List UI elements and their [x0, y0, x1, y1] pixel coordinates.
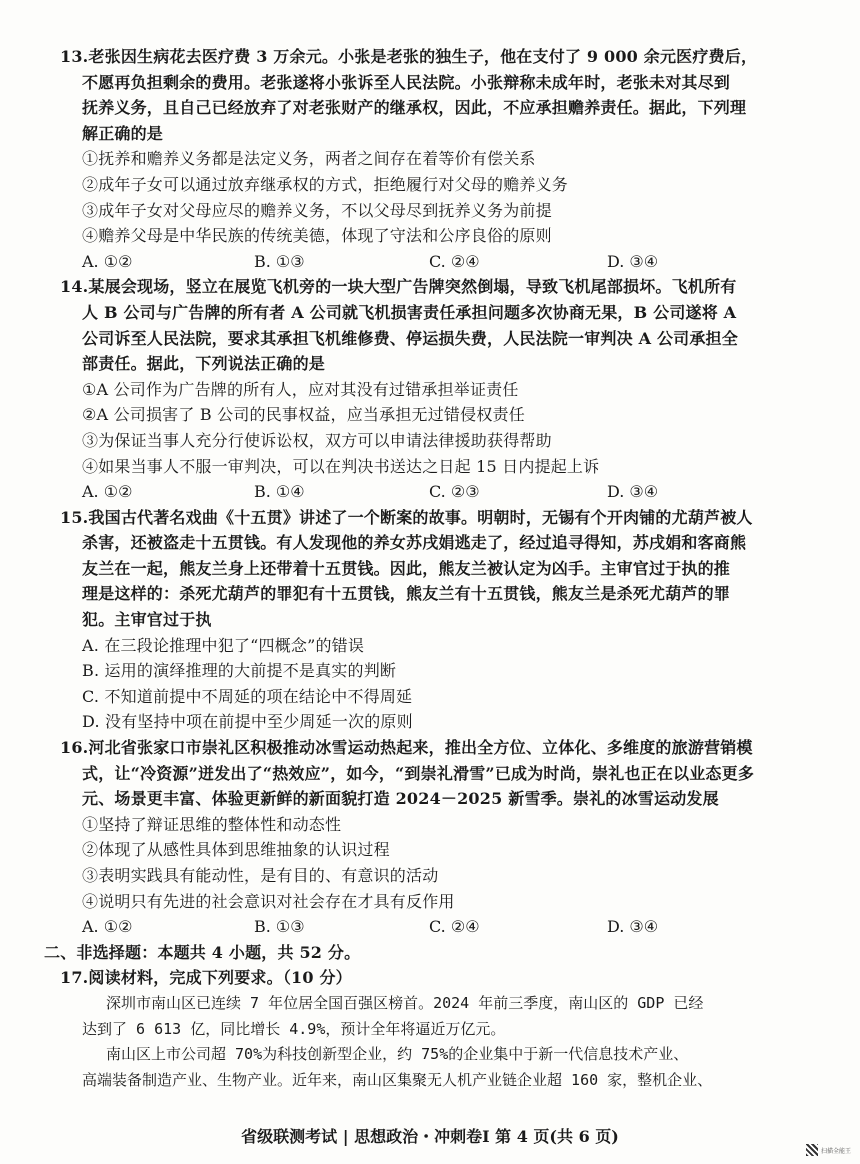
question-15	[60, 505, 800, 735]
material-line: 达到了 6 613 亿，同比增长 4.9%，预计全年将逼近万亿元。	[82, 1019, 506, 1038]
statement-item: ②成年子女可以通过放弃继承权的方式，拒绝履行对父母的赡养义务	[82, 174, 569, 194]
question-stem-line: 杀害，还被盗走十五贯钱。有人发现他的养女苏戌娟逃走了，经过追寻得知，苏戌娟和客商熊	[82, 533, 747, 553]
statement-item: ③为保证当事人充分行使诉讼权，双方可以申请法律援助获得帮助	[82, 430, 552, 450]
option-a: A. ①②	[82, 251, 133, 271]
statement-item: ④说明只有先进的社会意识对社会存在才具有反作用	[82, 891, 455, 911]
statement-item: ①A 公司作为广告牌的所有人，应对其没有过错承担举证责任	[82, 379, 519, 399]
question-stem-line: 16.河北省张家口市崇礼区积极推动冰雪运动热起来，推出全方位、立体化、多维度的旅游营销模	[60, 738, 753, 758]
page-footer: 省级联测考试 | 思想政治・冲刺卷Ⅰ 第 4 页(共 6 页)	[241, 1127, 619, 1146]
question-stem-line: 15.我国古代著名戏曲《十五贯》讲述了一个断案的故事。明朝时，无锡有个开肉铺的尤葫芦被人	[60, 507, 753, 527]
question-stem-line: 解正确的是	[82, 123, 164, 143]
exam-page	[44, 44, 800, 1093]
option-c: C. ②④	[429, 251, 480, 271]
question-stem-line: 式，让“冷资源”迸发出了“热效应”，如今，“到崇礼滑雪”已成为时尚，崇礼也正在以业态更多	[82, 763, 755, 783]
scanner-label: 扫描全能王	[821, 1147, 852, 1155]
question-stem-line: 元、场景更丰富、体验更新鲜的新面貌打造 2024－2025 新雪季。崇礼的冰雪运动发展	[82, 789, 719, 809]
question-stem-line: 14.某展会现场，竖立在展览飞机旁的一块大型广告牌突然倒塌，导致飞机尾部损坏。飞机所有	[60, 277, 737, 297]
material-line: 南山区上市公司超 70%为科技创新型企业，约 75%的企业集中于新一代信息技术产业、	[106, 1045, 689, 1064]
option-c: C. ②③	[429, 482, 480, 502]
question-stem-line: 友兰在一起，熊友兰身上还带着十五贯钱。因此，熊友兰被认定为凶手。主审官过于执的推	[82, 558, 731, 578]
question-stem-line: 抚养义务，且自己已经放弃了对老张财产的继承权，因此，不应承担赡养责任。据此，下列理	[82, 98, 747, 118]
choice-b: B. 运用的演绎推理的大前提不是真实的判断	[82, 661, 397, 681]
choice-c: C. 不知道前提中不周延的项在结论中不得周延	[82, 686, 413, 706]
option-d: D. ③④	[607, 917, 659, 937]
qr-code-icon	[806, 1144, 818, 1156]
question-stem-line: 理是这样的：杀死尤葫芦的罪犯有十五贯钱，熊友兰有十五贯钱，熊友兰是杀死尤葫芦的罪	[82, 584, 731, 604]
option-a: A. ①②	[82, 482, 133, 502]
question-16	[60, 735, 800, 940]
question-14	[60, 274, 800, 504]
material-line: 深圳市南山区已连续 7 年位居全国百强区榜首。2024 年前三季度，南山区的 GDP 已经	[106, 993, 704, 1012]
statement-item: ④如果当事人不服一审判决，可以在判决书送达之日起 15 日内提起上诉	[82, 456, 600, 476]
option-d: D. ③④	[607, 251, 659, 271]
question-13	[60, 44, 800, 274]
statement-item: ②A 公司损害了 B 公司的民事权益，应当承担无过错侵权责任	[82, 405, 525, 425]
section-heading: 二、非选择题：本题共 4 小题，共 52 分。	[44, 942, 361, 962]
question-stem-line: 不愿再负担剩余的费用。老张遂将小张诉至人民法院。小张辩称未成年时，老张未对其尽到	[82, 72, 731, 92]
option-b: B. ①④	[254, 482, 305, 502]
answer-options	[60, 249, 800, 275]
scanner-watermark	[806, 1144, 851, 1156]
statement-item: ③表明实践具有能动性，是有目的、有意识的活动	[82, 866, 439, 885]
answer-options	[60, 914, 800, 940]
option-c: C. ②④	[429, 917, 480, 937]
statement-item: ④赡养父母是中华民族的传统美德，体现了守法和公序良俗的原则	[82, 226, 552, 246]
question-stem-line: 人 B 公司与广告牌的所有者 A 公司就飞机损害责任承担问题多次协商无果，B 公司遂将 A	[82, 302, 737, 322]
question-17	[60, 965, 800, 1093]
option-a: A. ①②	[82, 917, 133, 937]
material-line: 高端装备制造产业、生物产业。近年来，南山区集聚无人机产业链企业超 160 家，整机企业、	[82, 1070, 713, 1089]
question-stem-line: 公司诉至人民法院，要求其承担飞机维修费、停运损失费，人民法院一审判决 A 公司承担全	[82, 328, 738, 348]
choice-d: D. 没有坚持中项在前提中至少周延一次的原则	[82, 712, 413, 732]
statement-item: ①坚持了辩证思维的整体性和动态性	[82, 814, 342, 834]
statement-item: ③成年子女对父母应尽的赡养义务，不以父母尽到抚养义务为前提	[82, 200, 552, 220]
question-stem-line: 部责任。据此，下列说法正确的是	[82, 354, 326, 374]
question-stem-line: 17.阅读材料，完成下列要求。（10 分）	[60, 968, 352, 988]
option-b: B. ①③	[254, 251, 305, 271]
question-stem-line: 13.老张因生病花去医疗费 3 万余元。小张是老张的独生子，他在支付了 9 000 余元医疗费后，	[60, 47, 758, 66]
option-d: D. ③④	[607, 482, 659, 502]
choice-a: A. 在三段论推理中犯了“四概念”的错误	[82, 635, 365, 655]
statement-item: ②体现了从感性具体到思维抽象的认识过程	[82, 840, 390, 860]
statement-item: ①抚养和赡养义务都是法定义务，两者之间存在着等价有偿关系	[82, 149, 536, 169]
question-stem-line: 犯。主审官过于执	[82, 610, 212, 630]
option-b: B. ①③	[254, 917, 305, 937]
answer-options	[60, 479, 800, 505]
